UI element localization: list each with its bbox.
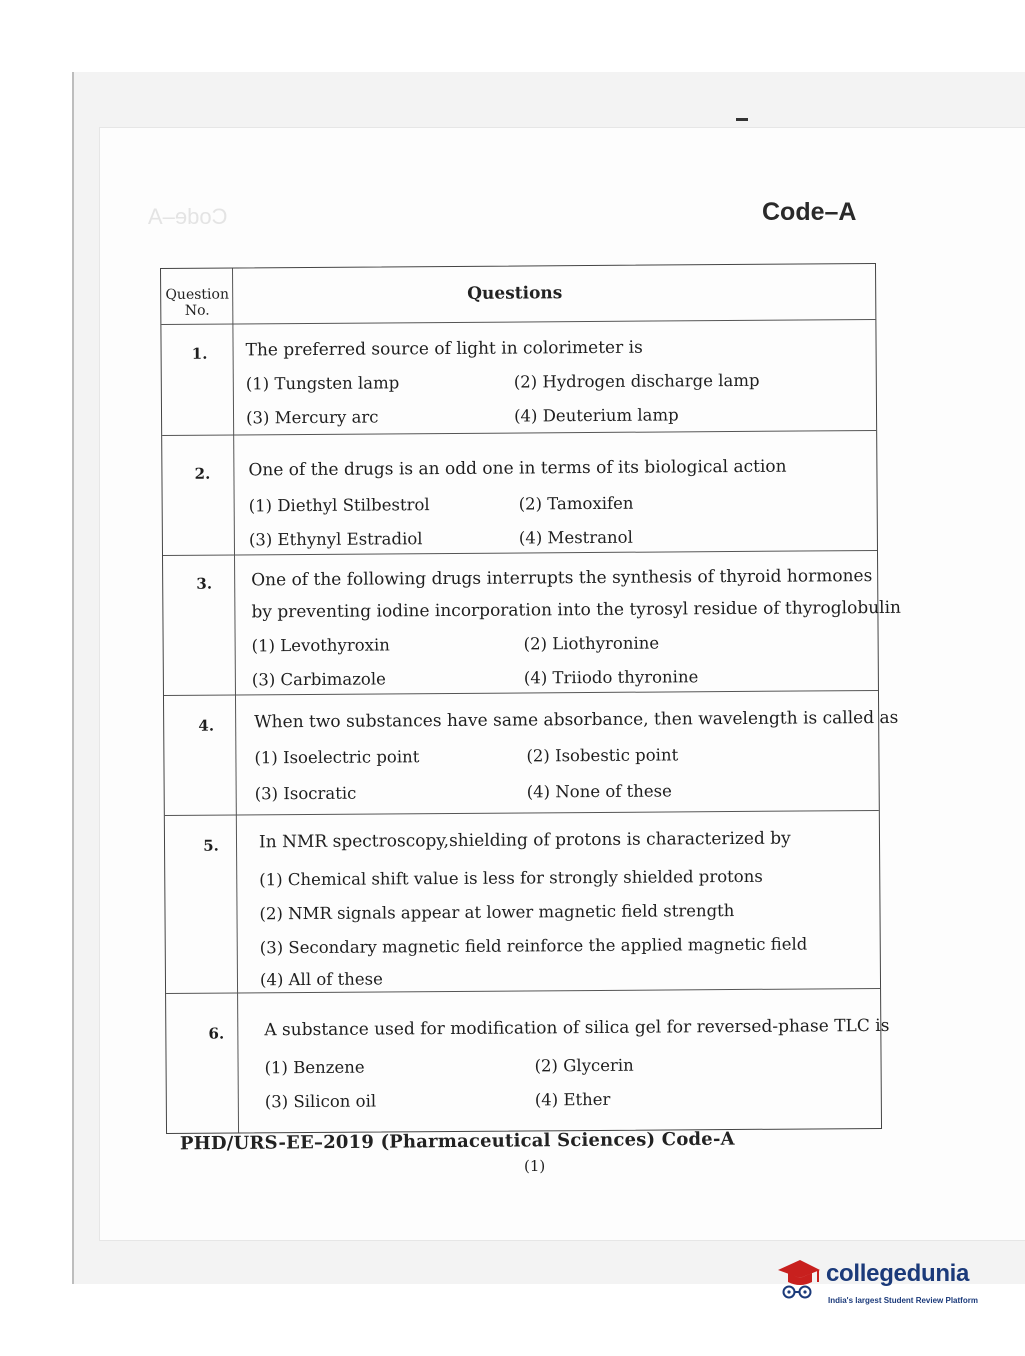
question-option: (4) Triiodo thyronine — [523, 667, 699, 688]
question-option: (2) NMR signals appear at lower magnetic field strength — [259, 901, 735, 924]
question-option: (2) Tamoxifen — [518, 493, 634, 514]
graduation-cap-icon — [774, 1256, 822, 1300]
question-option: (3) Secondary magnetic field reinforce the applied magnetic field — [259, 934, 808, 958]
question-option: (1) Benzene — [264, 1057, 365, 1078]
question-stem: In NMR spectroscopy,shielding of protons is characterized by — [258, 828, 791, 853]
question-stem: A substance used for modification of silica gel for reversed-phase TLC is — [264, 1015, 890, 1041]
page-number: (1) — [524, 1157, 546, 1175]
row-divider — [163, 550, 877, 556]
row-divider — [164, 690, 878, 696]
question-number: 4. — [198, 716, 215, 735]
question-option: (3) Isocratic — [254, 783, 357, 804]
question-option: (1) Chemical shift value is less for strongly shielded protons — [259, 866, 763, 890]
header-divider — [161, 319, 875, 325]
logo-tagline: India's largest Student Review Platform — [828, 1296, 978, 1305]
question-option: (3) Mercury arc — [245, 407, 379, 428]
question-stem: One of the drugs is an odd one in terms of its biological action — [248, 456, 787, 481]
question-option: (3) Carbimazole — [251, 669, 386, 690]
question-option: (4) Mestranol — [518, 527, 633, 548]
question-number: 3. — [196, 574, 213, 593]
question-table — [160, 263, 902, 1134]
question-stem: When two substances have same absorbance, then wavelength is called as — [254, 707, 899, 733]
question-option: (2) Glycerin — [534, 1055, 634, 1076]
row-divider — [162, 430, 876, 436]
question-stem: by preventing iodine incorporation into the tyrosyl residue of thyroglobulin — [251, 597, 902, 623]
column-header-question-no: Question No. — [165, 286, 229, 319]
question-option: (4) None of these — [526, 781, 672, 802]
question-option: (4) Deuterium lamp — [513, 405, 679, 426]
question-option: (1) Tungsten lamp — [245, 373, 400, 394]
question-option: (3) Ethynyl Estradiol — [248, 529, 423, 550]
question-number: 2. — [194, 464, 211, 483]
paper-code: Code–A — [762, 198, 857, 226]
column-divider — [232, 268, 239, 1132]
question-option: (1) Diethyl Stilbestrol — [248, 495, 430, 516]
question-option: (4) Ether — [534, 1089, 611, 1110]
pen-mark — [736, 118, 748, 121]
question-option: (2) Liothyronine — [523, 633, 660, 654]
question-option: (4) All of these — [259, 969, 383, 990]
question-number: 1. — [191, 344, 208, 363]
question-number: 5. — [203, 836, 219, 855]
logo-wordmark: collegedunia — [826, 1260, 970, 1287]
column-header-questions: Questions — [467, 283, 563, 304]
bleed-through-code: Code–A — [148, 204, 228, 229]
question-stem: The preferred source of light in colorimeter is — [245, 337, 643, 361]
question-option: (3) Silicon oil — [264, 1091, 377, 1112]
question-option: (1) Levothyroxin — [251, 635, 390, 656]
question-stem: One of the following drugs interrupts the synthesis of thyroid hormones — [251, 566, 873, 591]
paper-footer-title: PHD/URS-EE–2019 (Pharmaceutical Sciences) Code-A — [179, 1128, 735, 1155]
question-option: (2) Hydrogen discharge lamp — [513, 370, 760, 392]
collegedunia-logo[interactable] — [770, 1250, 1010, 1320]
question-option: (2) Isobestic point — [526, 745, 679, 766]
question-number: 6. — [208, 1024, 225, 1043]
row-divider — [165, 810, 879, 816]
question-option: (1) Isoelectric point — [254, 747, 420, 768]
